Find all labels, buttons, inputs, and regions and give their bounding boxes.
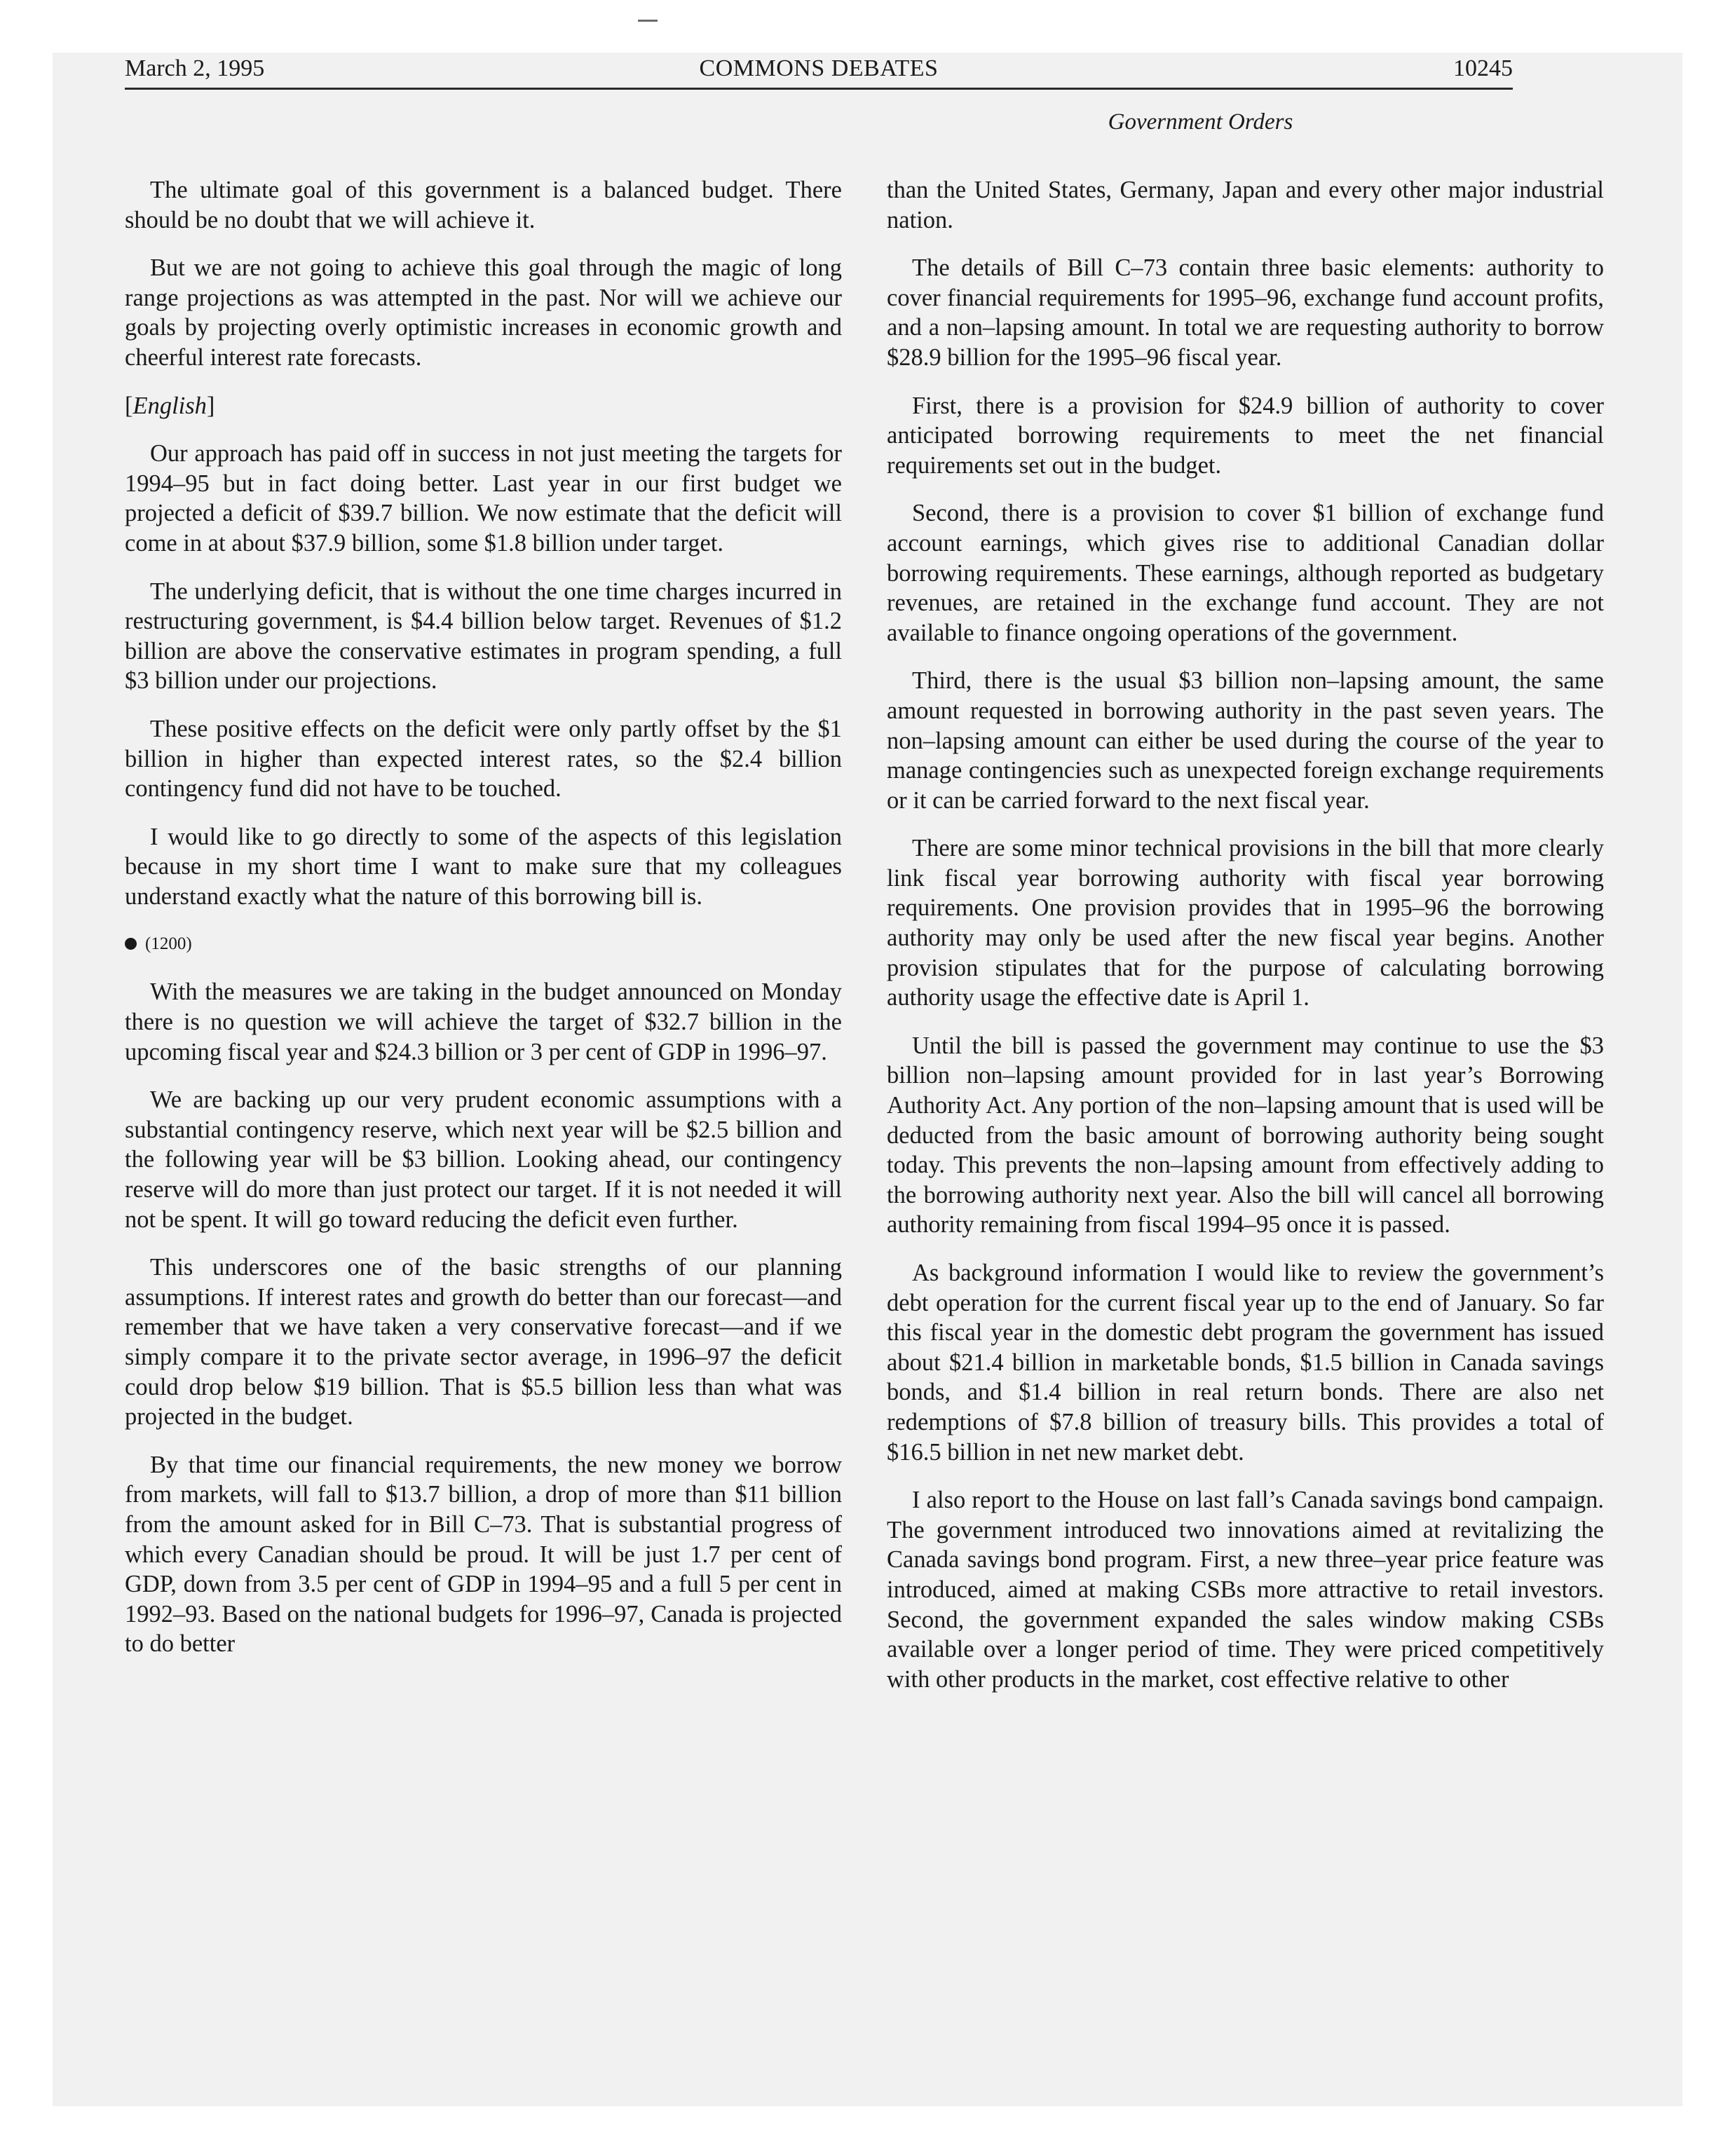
header-publication: COMMONS DEBATES bbox=[699, 55, 939, 81]
paragraph: We are backing up our very prudent economic assumptions with a substantial contingency reserve, which next year will be $2.5 billion and the following year will be $3 billion. Looking ahead, our contingency reserve will do more than just protect our target. If it is not needed it will not be spent. It will go toward reducing the deficit even further. bbox=[125, 1086, 842, 1233]
paragraph: But we are not going to achieve this goal through the magic of long range projections as was attempted in the past. Nor will we achieve our goals by projecting overly optimistic increases in economic growth and cheerful interest rate forecasts. bbox=[125, 254, 842, 371]
paragraph: There are some minor technical provisions in the bill that more clearly link fiscal year borrowing authority with fiscal year borrowing requirements. One provision provides that in 1995–96 the borrowing authority may only be used after the new fiscal year begins. Another provision stipulates that for the purpose of calculating borrowing authority usage the effective date is April 1. bbox=[887, 835, 1604, 1011]
paragraph: The ultimate goal of this government is a balanced budget. There should be no doubt that we will achieve it. bbox=[125, 177, 842, 233]
time-stamp-text: (1200) bbox=[145, 934, 192, 954]
time-stamp bbox=[125, 929, 842, 959]
paragraph: than the United States, Germany, Japan and every other major industrial nation. bbox=[887, 177, 1604, 233]
paragraph: Third, there is the usual $3 billion non–lapsing amount, the same amount requested in borrowing authority in the past seven years. The non–lapsing amount can either be used during the course of the year to manage contingencies such as unexpected foreign exchange requirements or it can be carried forward to the next fiscal year. bbox=[887, 667, 1604, 814]
paragraph: By that time our financial requirements, the new money we borrow from markets, will fall to $13.7 billion, a drop of more than $11 billion from the amount asked for in Bill C–73. That is substantial progress of which every Canadian should be proud. It will be just 1.7 per cent of GDP, down from 3.5 per cent of GDP in 1994–95 and a full 5 per cent in 1992–93. Based on the national budgets for 1996–97, Canada is projected to do better bbox=[125, 1451, 842, 1658]
paragraph: Our approach has paid off in success in not just meeting the targets for 1994–95 but in fact doing better. Last year in our first budget we projected a deficit of $39.7 billion. We now estimate that the deficit will come in at about $37.9 billion, some $1.8 billion under target. bbox=[125, 440, 842, 557]
language-tag-open: [ bbox=[125, 392, 133, 419]
paragraph: The underlying deficit, that is without the one time charges incurred in restructuring government, is $4.4 billion below target. Revenues of $1.2 billion are above the conservative estimates in program spending, a full $3 billion under our projections. bbox=[125, 578, 842, 695]
header-date: March 2, 1995 bbox=[125, 55, 265, 81]
scan-mark bbox=[638, 20, 658, 22]
paragraph: This underscores one of the basic strengths of our planning assumptions. If interest rates and growth do better than our forecast—and remember that we have taken a very conservative forecast—and if we simply compare it to the private sector average, in 1996–97 the deficit could drop below $19 billion. That is $5.5 billion less than what was projected in the budget. bbox=[125, 1254, 842, 1431]
language-tag-text: English bbox=[132, 392, 207, 419]
paragraph: The details of Bill C–73 contain three basic elements: authority to cover financial requirements for 1995–96, exchange fund account profits, and a non–lapsing amount. In total we are requesting authority to borrow $28.9 billion for the 1995–96 fiscal year. bbox=[887, 254, 1604, 371]
paragraph: As background information I would like to review the government’s debt operation for the current fiscal year up to the end of January. So far this fiscal year in the domestic debt program the government has issued about $21.4 billion in marketable bonds, $1.5 billion in Canada savings bonds, and $1.4 billion in real return bonds. There are also net redemptions of $7.8 billion of treasury bills. This provides a total of $16.5 billion in net new market debt. bbox=[887, 1260, 1604, 1466]
language-tag-close: ] bbox=[206, 392, 215, 419]
paragraph: Second, there is a provision to cover $1 billion of exchange fund account earnings, which gives rise to additional Canadian dollar borrowing requirements. These earnings, although reported as budgetary revenues, are retained in the exchange fund account. They are not available to finance ongoing operations of the government. bbox=[887, 500, 1604, 646]
paragraph: I also report to the House on last fall’s Canada savings bond campaign. The government introduced two innovations aimed at revitalizing the Canada savings bond program. First, a new three–year price feature was introduced, aimed at making CSBs more attractive to retail investors. Second, the government expanded the sales window making CSBs available over a longer period of time. They were priced competitively with other products in the market, cost effective relative to other bbox=[887, 1487, 1604, 1693]
paragraph: I would like to go directly to some of the aspects of this legislation because in my short time I want to make sure that my colleagues understand exactly what the nature of this borrowing bill is. bbox=[125, 823, 842, 910]
paragraph: First, there is a provision for $24.9 billion of authority to cover anticipated borrowing requirements to meet the net financial requirements set out in the budget. bbox=[887, 392, 1604, 479]
language-tag bbox=[125, 391, 842, 421]
left-column bbox=[125, 175, 842, 1677]
bullet-icon bbox=[125, 938, 137, 950]
section-title: Government Orders bbox=[1108, 109, 1293, 135]
header-page-number: 10245 bbox=[1453, 55, 1513, 81]
paragraph: These positive effects on the deficit were only partly offset by the $1 billion in higher than expected interest rates, so the $2.4 billion contingency fund did not have to be touched. bbox=[125, 715, 842, 803]
paragraph: Until the bill is passed the government may continue to use the $3 billion non–lapsing amount provided for in last year’s Borrowing Authority Act. Any portion of the non–lapsing amount that is used will be deducted from the basic amount of borrowing authority being sought today. This prevents the non–lapsing amount from effectively adding to the borrowing authority next year. Also the bill will cancel all borrowing authority remaining from fiscal 1994–95 once it is passed. bbox=[887, 1032, 1604, 1239]
header-rule bbox=[125, 88, 1513, 90]
running-header bbox=[125, 48, 1513, 90]
paragraph: With the measures we are taking in the budget announced on Monday there is no question we will achieve the target of $32.7 billion in the upcoming fiscal year and $24.3 billion or 3 per cent of GDP in 1996–97. bbox=[125, 978, 842, 1065]
right-column bbox=[887, 175, 1604, 1712]
